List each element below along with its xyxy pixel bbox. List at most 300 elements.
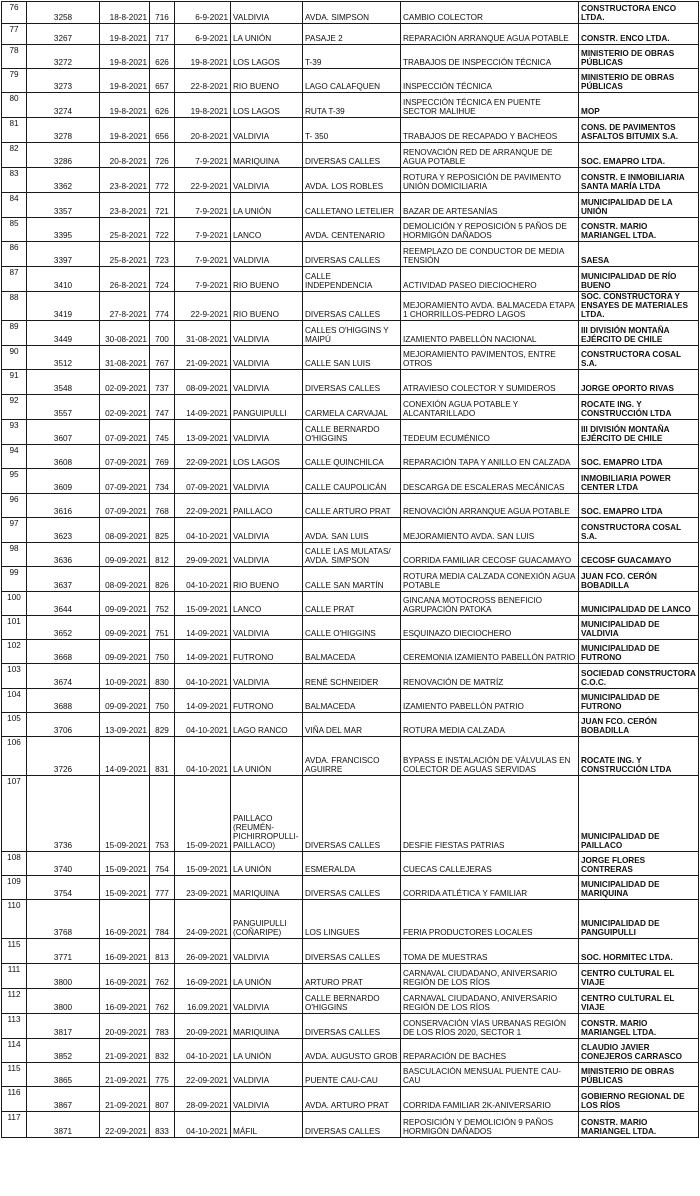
- request-number-cell: 3274: [27, 93, 100, 118]
- resolution-number-cell: 734: [150, 469, 175, 494]
- table-row: [2, 900, 699, 939]
- location-cell: T- 350: [303, 118, 401, 143]
- resolution-number-cell: 777: [150, 876, 175, 900]
- resolution-date-cell: 24-09-2021: [175, 900, 231, 939]
- row-number: 83: [2, 168, 27, 193]
- row-number: 96: [2, 494, 27, 518]
- work-description-cell: REPARACIÓN ARRANQUE AGUA POTABLE: [401, 24, 579, 45]
- resolution-date-cell: 19-8-2021: [175, 45, 231, 69]
- commune-cell: VALDIVIA: [231, 420, 303, 445]
- table-row: [2, 346, 699, 370]
- location-cell: ARTURO PRAT: [303, 964, 401, 989]
- row-number: 79: [2, 69, 27, 93]
- request-number-cell: 3449: [27, 321, 100, 346]
- location-cell: CALLE QUINCHILCA: [303, 445, 401, 469]
- requesting-entity-cell: ROCATE ING. Y CONSTRUCCIÓN LTDA: [579, 737, 699, 776]
- work-description-cell: DESFIE FIESTAS PATRIAS: [401, 776, 579, 852]
- resolution-number-cell: 737: [150, 370, 175, 395]
- row-number: 101: [2, 616, 27, 640]
- work-description-cell: MEJORAMIENTO AVDA. BALMACEDA ETAPA 1 CHORRILLOS-PEDRO LAGOS: [401, 292, 579, 321]
- row-number: 111: [2, 964, 27, 989]
- request-date-cell: 21-09-2021: [100, 1063, 150, 1087]
- resolution-date-cell: 22-09-2021: [175, 1063, 231, 1087]
- table-row: [2, 469, 699, 494]
- requesting-entity-cell: MUNICIPALIDAD DE PAILLACO: [579, 776, 699, 852]
- table-row: [2, 267, 699, 292]
- work-description-cell: RENOVACIÓN DE MATRÍZ: [401, 664, 579, 689]
- location-cell: RUTA T-39: [303, 93, 401, 118]
- request-number-cell: 3637: [27, 567, 100, 592]
- requesting-entity-cell: CONS. DE PAVIMENTOS ASFALTOS BITUMIX S.A.: [579, 118, 699, 143]
- request-number-cell: 3616: [27, 494, 100, 518]
- request-number-cell: 3548: [27, 370, 100, 395]
- table-row: [2, 45, 699, 69]
- commune-cell: LA UNIÓN: [231, 852, 303, 876]
- commune-cell: LOS LAGOS: [231, 45, 303, 69]
- request-number-cell: 3258: [27, 2, 100, 24]
- requesting-entity-cell: CONSTR. MARIO MARIANGEL LTDA.: [579, 1014, 699, 1039]
- request-number-cell: 3871: [27, 1112, 100, 1138]
- resolution-number-cell: 657: [150, 69, 175, 93]
- commune-cell: LAGO RANCO: [231, 713, 303, 737]
- commune-cell: VALDIVIA: [231, 2, 303, 24]
- resolution-number-cell: 753: [150, 776, 175, 852]
- resolution-number-cell: 829: [150, 713, 175, 737]
- commune-cell: RIO BUENO: [231, 267, 303, 292]
- row-number: 104: [2, 689, 27, 713]
- requesting-entity-cell: MUNICIPALIDAD DE VALDIVIA: [579, 616, 699, 640]
- location-cell: BALMACEDA: [303, 640, 401, 664]
- resolution-date-cell: 22-9-2021: [175, 292, 231, 321]
- resolution-number-cell: 774: [150, 292, 175, 321]
- table-row: [2, 664, 699, 689]
- location-cell: AVDA. ARTURO PRAT: [303, 1087, 401, 1112]
- row-number: 90: [2, 346, 27, 370]
- location-cell: DIVERSAS CALLES: [303, 876, 401, 900]
- requesting-entity-cell: MUNICIPALIDAD DE FUTRONO: [579, 640, 699, 664]
- requesting-entity-cell: SOC. HORMITEC LTDA.: [579, 939, 699, 964]
- resolution-date-cell: 6-9-2021: [175, 24, 231, 45]
- requesting-entity-cell: SAESA: [579, 242, 699, 267]
- table-row: [2, 876, 699, 900]
- requesting-entity-cell: III DIVISIÓN MONTAÑA EJÉRCITO DE CHILE: [579, 420, 699, 445]
- resolution-date-cell: 13-09-2021: [175, 420, 231, 445]
- request-date-cell: 16-09-2021: [100, 900, 150, 939]
- request-date-cell: 09-09-2021: [100, 592, 150, 616]
- resolution-number-cell: 833: [150, 1112, 175, 1138]
- resolution-number-cell: 807: [150, 1087, 175, 1112]
- row-number: 92: [2, 395, 27, 420]
- table-row: [2, 689, 699, 713]
- row-number: 109: [2, 876, 27, 900]
- commune-cell: VALDIVIA: [231, 242, 303, 267]
- request-date-cell: 09-09-2021: [100, 640, 150, 664]
- request-date-cell: 21-09-2021: [100, 1087, 150, 1112]
- commune-cell: LA UNIÓN: [231, 964, 303, 989]
- resolution-date-cell: 04-10-2021: [175, 664, 231, 689]
- request-date-cell: 07-09-2021: [100, 469, 150, 494]
- resolution-number-cell: 783: [150, 1014, 175, 1039]
- resolution-number-cell: 784: [150, 900, 175, 939]
- requesting-entity-cell: MUNICIPALIDAD DE RÍO BUENO: [579, 267, 699, 292]
- resolution-date-cell: 28-09-2021: [175, 1087, 231, 1112]
- table-row: [2, 93, 699, 118]
- table-row: [2, 242, 699, 267]
- commune-cell: FUTRONO: [231, 640, 303, 664]
- row-number: 94: [2, 445, 27, 469]
- location-cell: DIVERSAS CALLES: [303, 292, 401, 321]
- resolution-date-cell: 21-09-2021: [175, 346, 231, 370]
- row-number: 76: [2, 2, 27, 24]
- location-cell: CALLE BERNARDO O'HIGGINS: [303, 420, 401, 445]
- location-cell: CALLES O'HIGGINS Y MAIPÚ: [303, 321, 401, 346]
- table-row: [2, 567, 699, 592]
- work-description-cell: RENOVACIÓN ARRANQUE AGUA POTABLE: [401, 494, 579, 518]
- resolution-number-cell: 722: [150, 218, 175, 242]
- commune-cell: LANCO: [231, 218, 303, 242]
- location-cell: DIVERSAS CALLES: [303, 242, 401, 267]
- commune-cell: FUTRONO: [231, 689, 303, 713]
- request-number-cell: 3512: [27, 346, 100, 370]
- requesting-entity-cell: MOP: [579, 93, 699, 118]
- resolution-date-cell: 16.09.2021: [175, 989, 231, 1014]
- request-date-cell: 07-09-2021: [100, 420, 150, 445]
- row-number: 115: [2, 939, 27, 964]
- work-description-cell: TEDEUM ECUMÉNICO: [401, 420, 579, 445]
- work-description-cell: DEMOLICIÓN Y REPOSICIÓN 5 PAÑOS DE HORMIGÓN DAÑADOS: [401, 218, 579, 242]
- work-description-cell: BASCULACIÓN MENSUAL PUENTE CAU-CAU: [401, 1063, 579, 1087]
- commune-cell: VALDIVIA: [231, 346, 303, 370]
- commune-cell: LOS LAGOS: [231, 93, 303, 118]
- location-cell: LOS LINGUES: [303, 900, 401, 939]
- request-number-cell: 3362: [27, 168, 100, 193]
- resolution-date-cell: 22-9-2021: [175, 168, 231, 193]
- work-description-cell: DESCARGA DE ESCALERAS MECÁNICAS: [401, 469, 579, 494]
- work-description-cell: ESQUINAZO DIECIOCHERO: [401, 616, 579, 640]
- request-date-cell: 15-09-2021: [100, 876, 150, 900]
- resolution-number-cell: 747: [150, 395, 175, 420]
- table-row: [2, 420, 699, 445]
- request-number-cell: 3771: [27, 939, 100, 964]
- row-number: 115: [2, 1063, 27, 1087]
- work-description-cell: CONEXIÓN AGUA POTABLE Y ALCANTARILLADO: [401, 395, 579, 420]
- location-cell: PUENTE CAU-CAU: [303, 1063, 401, 1087]
- requesting-entity-cell: MUNICIPALIDAD DE LA UNIÓN: [579, 193, 699, 218]
- table-row: [2, 543, 699, 567]
- resolution-date-cell: 04-10-2021: [175, 1112, 231, 1138]
- table-row: [2, 737, 699, 776]
- commune-cell: VALDIVIA: [231, 168, 303, 193]
- row-number: 95: [2, 469, 27, 494]
- table-row: [2, 168, 699, 193]
- resolution-date-cell: 04-10-2021: [175, 518, 231, 543]
- work-description-cell: TRABAJOS DE INSPECCIÓN TÉCNICA: [401, 45, 579, 69]
- commune-cell: VALDIVIA: [231, 370, 303, 395]
- location-cell: AVDA. SIMPSON: [303, 2, 401, 24]
- resolution-number-cell: 721: [150, 193, 175, 218]
- location-cell: AVDA. CENTENARIO: [303, 218, 401, 242]
- work-description-cell: MEJORAMIENTO PAVIMENTOS, ENTRE OTROS: [401, 346, 579, 370]
- table-row: [2, 2, 699, 24]
- request-number-cell: 3395: [27, 218, 100, 242]
- resolution-number-cell: 626: [150, 45, 175, 69]
- request-number-cell: 3623: [27, 518, 100, 543]
- row-number: 87: [2, 267, 27, 292]
- resolution-number-cell: 724: [150, 267, 175, 292]
- table-row: [2, 713, 699, 737]
- location-cell: AVDA. AUGUSTO GROB: [303, 1039, 401, 1063]
- request-number-cell: 3557: [27, 395, 100, 420]
- resolution-date-cell: 20-8-2021: [175, 118, 231, 143]
- location-cell: CALLE O'HIGGINS: [303, 616, 401, 640]
- requesting-entity-cell: MUNICIPALIDAD DE FUTRONO: [579, 689, 699, 713]
- requesting-entity-cell: CONSTRUCTORA COSAL S.A.: [579, 518, 699, 543]
- commune-cell: VALDIVIA: [231, 1063, 303, 1087]
- table-row: [2, 494, 699, 518]
- resolution-number-cell: 700: [150, 321, 175, 346]
- requesting-entity-cell: CONSTRUCTORA COSAL S.A.: [579, 346, 699, 370]
- resolution-date-cell: 14-09-2021: [175, 616, 231, 640]
- location-cell: CALLE CAUPOLICÁN: [303, 469, 401, 494]
- resolution-date-cell: 16-09-2021: [175, 964, 231, 989]
- resolution-date-cell: 31-08-2021: [175, 321, 231, 346]
- request-date-cell: 08-09-2021: [100, 567, 150, 592]
- request-date-cell: 16-09-2021: [100, 939, 150, 964]
- table-row: [2, 24, 699, 45]
- resolution-number-cell: 751: [150, 616, 175, 640]
- table-row: [2, 518, 699, 543]
- location-cell: CALLETANO LETELIER: [303, 193, 401, 218]
- row-number: 77: [2, 24, 27, 45]
- request-number-cell: 3754: [27, 876, 100, 900]
- work-description-cell: ROTURA MEDIA CALZADA: [401, 713, 579, 737]
- requesting-entity-cell: JUAN FCO. CERÓN BOBADILLA: [579, 713, 699, 737]
- row-number: 112: [2, 989, 27, 1014]
- work-description-cell: IZAMIENTO PABELLÓN NACIONAL: [401, 321, 579, 346]
- resolution-date-cell: 04-10-2021: [175, 1039, 231, 1063]
- work-description-cell: TOMA DE MUESTRAS: [401, 939, 579, 964]
- requesting-entity-cell: CLAUDIO JAVIER CONEJEROS CARRASCO: [579, 1039, 699, 1063]
- request-date-cell: 18-8-2021: [100, 2, 150, 24]
- resolution-number-cell: 754: [150, 852, 175, 876]
- requesting-entity-cell: INMOBILIARIA POWER CENTER LTDA: [579, 469, 699, 494]
- location-cell: DIVERSAS CALLES: [303, 776, 401, 852]
- resolution-date-cell: 15-09-2021: [175, 776, 231, 852]
- row-number: 102: [2, 640, 27, 664]
- row-number: 110: [2, 900, 27, 939]
- table-row: [2, 1063, 699, 1087]
- request-number-cell: 3688: [27, 689, 100, 713]
- request-date-cell: 27-8-2021: [100, 292, 150, 321]
- resolution-number-cell: 769: [150, 445, 175, 469]
- commune-cell: PAILLACO (REUMÉN-PICHIRROPULLI-PAILLACO): [231, 776, 303, 852]
- request-number-cell: 3740: [27, 852, 100, 876]
- row-number: 106: [2, 737, 27, 776]
- resolution-number-cell: 717: [150, 24, 175, 45]
- request-date-cell: 25-8-2021: [100, 218, 150, 242]
- row-number: 91: [2, 370, 27, 395]
- commune-cell: VALDIVIA: [231, 616, 303, 640]
- resolution-number-cell: 750: [150, 689, 175, 713]
- row-number: 93: [2, 420, 27, 445]
- work-description-cell: GINCANA MOTOCROSS BENEFICIO AGRUPACIÓN PATOKA: [401, 592, 579, 616]
- location-cell: CALLE SAN MARTÍN: [303, 567, 401, 592]
- request-number-cell: 3800: [27, 989, 100, 1014]
- request-number-cell: 3852: [27, 1039, 100, 1063]
- resolution-date-cell: 20-09-2021: [175, 1014, 231, 1039]
- location-cell: AVDA. LOS ROBLES: [303, 168, 401, 193]
- requesting-entity-cell: SOC. EMAPRO LTDA: [579, 445, 699, 469]
- commune-cell: LA UNIÓN: [231, 24, 303, 45]
- commune-cell: VALDIVIA: [231, 939, 303, 964]
- resolution-number-cell: 626: [150, 93, 175, 118]
- table-row: [2, 1014, 699, 1039]
- resolution-number-cell: 752: [150, 592, 175, 616]
- request-date-cell: 19-8-2021: [100, 45, 150, 69]
- request-date-cell: 09-09-2021: [100, 616, 150, 640]
- requesting-entity-cell: CENTRO CULTURAL EL VIAJE: [579, 989, 699, 1014]
- location-cell: LAGO CALAFQUEN: [303, 69, 401, 93]
- resolution-number-cell: 768: [150, 494, 175, 518]
- resolution-number-cell: 772: [150, 168, 175, 193]
- resolution-number-cell: 726: [150, 143, 175, 168]
- requesting-entity-cell: SOC. EMAPRO LTDA: [579, 494, 699, 518]
- request-number-cell: 3272: [27, 45, 100, 69]
- location-cell: RENÉ SCHNEIDER: [303, 664, 401, 689]
- table-body: [2, 2, 699, 1138]
- resolution-date-cell: 04-10-2021: [175, 567, 231, 592]
- resolution-number-cell: 825: [150, 518, 175, 543]
- request-number-cell: 3865: [27, 1063, 100, 1087]
- table-row: [2, 852, 699, 876]
- requesting-entity-cell: CONSTR. E INMOBILIARIA SANTA MARÍA LTDA: [579, 168, 699, 193]
- request-date-cell: 19-8-2021: [100, 69, 150, 93]
- resolution-number-cell: 716: [150, 2, 175, 24]
- work-description-cell: CARNAVAL CIUDADANO, ANIVERSARIO REGIÓN DE LOS RÍOS: [401, 989, 579, 1014]
- table-row: [2, 640, 699, 664]
- row-number: 97: [2, 518, 27, 543]
- commune-cell: VALDIVIA: [231, 469, 303, 494]
- location-cell: CALLE BERNARDO O'HIGGINS: [303, 989, 401, 1014]
- commune-cell: MARIQUINA: [231, 1014, 303, 1039]
- commune-cell: VALDIVIA: [231, 543, 303, 567]
- request-date-cell: 19-8-2021: [100, 93, 150, 118]
- request-date-cell: 19-8-2021: [100, 118, 150, 143]
- row-number: 89: [2, 321, 27, 346]
- request-number-cell: 3608: [27, 445, 100, 469]
- work-description-cell: RENOVACIÓN RED DE ARRANQUE DE AGUA POTABLE: [401, 143, 579, 168]
- request-date-cell: 20-8-2021: [100, 143, 150, 168]
- requesting-entity-cell: GOBIERNO REGIONAL DE LOS RÍOS: [579, 1087, 699, 1112]
- request-date-cell: 16-09-2021: [100, 989, 150, 1014]
- request-date-cell: 15-09-2021: [100, 852, 150, 876]
- requesting-entity-cell: MINISTERIO DE OBRAS PÚBLICAS: [579, 45, 699, 69]
- request-date-cell: 16-09-2021: [100, 964, 150, 989]
- location-cell: PASAJE 2: [303, 24, 401, 45]
- request-number-cell: 3357: [27, 193, 100, 218]
- request-number-cell: 3736: [27, 776, 100, 852]
- request-date-cell: 10-09-2021: [100, 664, 150, 689]
- work-description-cell: CORRIDA FAMILIAR CECOSF GUACAMAYO: [401, 543, 579, 567]
- work-description-cell: REEMPLAZO DE CONDUCTOR DE MEDIA TENSIÓN: [401, 242, 579, 267]
- commune-cell: VALDIVIA: [231, 664, 303, 689]
- work-description-cell: CONSERVACIÓN VÍAS URBANAS REGIÓN DE LOS RÍOS 2020, SECTOR 1: [401, 1014, 579, 1039]
- table-row: [2, 69, 699, 93]
- requesting-entity-cell: MUNICIPALIDAD DE PANGUIPULLI: [579, 900, 699, 939]
- requesting-entity-cell: CENTRO CULTURAL EL VIAJE: [579, 964, 699, 989]
- resolution-date-cell: 7-9-2021: [175, 218, 231, 242]
- resolution-date-cell: 04-10-2021: [175, 713, 231, 737]
- request-number-cell: 3768: [27, 900, 100, 939]
- request-number-cell: 3410: [27, 267, 100, 292]
- row-number: 103: [2, 664, 27, 689]
- request-number-cell: 3278: [27, 118, 100, 143]
- commune-cell: PANGUIPULLI (COÑARIPE): [231, 900, 303, 939]
- request-number-cell: 3652: [27, 616, 100, 640]
- row-number: 81: [2, 118, 27, 143]
- work-description-cell: REPARACIÓN DE BACHES: [401, 1039, 579, 1063]
- request-date-cell: 02-09-2021: [100, 395, 150, 420]
- location-cell: CALLE PRAT: [303, 592, 401, 616]
- request-date-cell: 19-8-2021: [100, 24, 150, 45]
- resolution-number-cell: 775: [150, 1063, 175, 1087]
- location-cell: DIVERSAS CALLES: [303, 1112, 401, 1138]
- row-number: 114: [2, 1039, 27, 1063]
- resolution-date-cell: 23-09-2021: [175, 876, 231, 900]
- row-number: 86: [2, 242, 27, 267]
- location-cell: CALLE SAN LUIS: [303, 346, 401, 370]
- resolution-date-cell: 14-09-2021: [175, 395, 231, 420]
- request-number-cell: 3286: [27, 143, 100, 168]
- resolution-date-cell: 7-9-2021: [175, 143, 231, 168]
- resolution-number-cell: 832: [150, 1039, 175, 1063]
- table-row: [2, 1112, 699, 1138]
- row-number: 100: [2, 592, 27, 616]
- requesting-entity-cell: CONSTR. MARIO MARIANGEL LTDA.: [579, 218, 699, 242]
- request-date-cell: 21-09-2021: [100, 1039, 150, 1063]
- work-description-cell: ACTIVIDAD PASEO DIECIOCHERO: [401, 267, 579, 292]
- table-row: [2, 321, 699, 346]
- row-number: 108: [2, 852, 27, 876]
- row-number: 105: [2, 713, 27, 737]
- resolution-date-cell: 19-8-2021: [175, 93, 231, 118]
- location-cell: VIÑA DEL MAR: [303, 713, 401, 737]
- resolution-date-cell: 22-09-2021: [175, 494, 231, 518]
- request-date-cell: 30-08-2021: [100, 321, 150, 346]
- work-description-cell: REPARACIÓN TAPA Y ANILLO EN CALZADA: [401, 445, 579, 469]
- request-date-cell: 02-09-2021: [100, 370, 150, 395]
- location-cell: CALLE LAS MULATAS/ AVDA. SIMPSON: [303, 543, 401, 567]
- commune-cell: PAILLACO: [231, 494, 303, 518]
- resolution-date-cell: 07-09-2021: [175, 469, 231, 494]
- commune-cell: LANCO: [231, 592, 303, 616]
- request-date-cell: 07-09-2021: [100, 494, 150, 518]
- request-number-cell: 3419: [27, 292, 100, 321]
- resolution-number-cell: 762: [150, 989, 175, 1014]
- work-description-cell: IZAMIENTO PABELLÓN PATRIO: [401, 689, 579, 713]
- table-row: [2, 1039, 699, 1063]
- commune-cell: VALDIVIA: [231, 989, 303, 1014]
- request-date-cell: 07-09-2021: [100, 445, 150, 469]
- requesting-entity-cell: SOC. EMAPRO LTDA.: [579, 143, 699, 168]
- work-description-cell: INSPECCIÓN TÉCNICA EN PUENTE SECTOR MALIHUE: [401, 93, 579, 118]
- row-number: 98: [2, 543, 27, 567]
- commune-cell: MARIQUINA: [231, 143, 303, 168]
- commune-cell: RIO BUENO: [231, 292, 303, 321]
- row-number: 116: [2, 1087, 27, 1112]
- table-row: [2, 292, 699, 321]
- requesting-entity-cell: CECOSF GUACAMAYO: [579, 543, 699, 567]
